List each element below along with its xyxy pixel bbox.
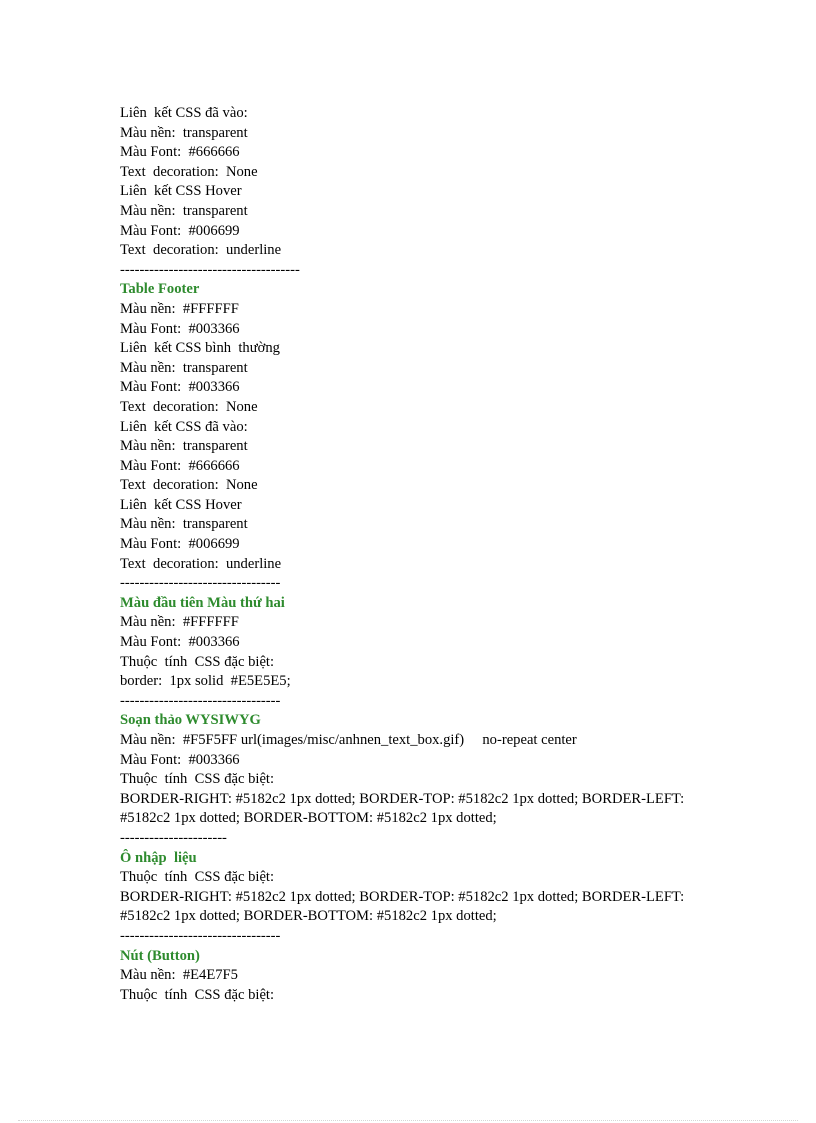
text-line: Màu Font: #006699: [120, 536, 240, 553]
separator-line: -------------------------------------: [120, 261, 300, 278]
text-line: Thuộc tính CSS đặc biệt:: [120, 771, 275, 788]
section-heading: Nút (Button): [120, 947, 200, 964]
text-line: Màu nền: transparent: [120, 516, 248, 533]
text-line: Màu nền: #FFFFFF: [120, 300, 239, 317]
section-heading: Ô nhập liệu: [120, 849, 197, 866]
text-line: Text decoration: underline: [120, 242, 282, 259]
css-border-rule: BORDER-RIGHT: #5182c2 1px dotted; BORDER-TOP: #5182c2 1px dotted; BORDER-LEFT: #5182c2 1px dotted; BORDER-BOTTOM: #5182c2 1px dotted;: [120, 790, 685, 827]
separator-line: ---------------------------------: [120, 575, 281, 592]
text-line: Text decoration: None: [120, 477, 258, 494]
section-wysiwyg-editor: [120, 711, 710, 848]
text-line: Màu nền: #FFFFFF: [120, 614, 239, 631]
text-line: Màu Font: #003366: [120, 751, 240, 768]
text-line: Màu Font: #666666: [120, 144, 240, 161]
section-heading: Soạn thảo WYSIWYG: [120, 712, 261, 729]
css-border-rule: BORDER-RIGHT: #5182c2 1px dotted; BORDER-TOP: #5182c2 1px dotted; BORDER-LEFT: #5182c2 1px dotted; BORDER-BOTTOM: #5182c2 1px dotted;: [120, 888, 685, 925]
section-table-footer: [120, 280, 710, 594]
section-visited-link: [120, 104, 710, 280]
text-line: Màu nền: transparent: [120, 359, 248, 376]
text-line: Liên kết CSS bình thường: [120, 340, 280, 357]
text-line: Màu nền: transparent: [120, 202, 248, 219]
text-line: Màu Font: #003366: [120, 634, 240, 651]
text-line: Màu Font: #003366: [120, 379, 240, 396]
separator-line: ----------------------: [120, 829, 227, 846]
text-line: Thuộc tính CSS đặc biệt:: [120, 869, 275, 886]
section-button: [120, 947, 710, 1006]
text-line: Thuộc tính CSS đặc biệt:: [120, 653, 275, 670]
document-body: [120, 104, 710, 1005]
text-line: Liên kết CSS Hover: [120, 496, 242, 513]
text-line: Màu Font: #666666: [120, 457, 240, 474]
page-bottom-divider: [18, 1120, 798, 1121]
separator-line: ---------------------------------: [120, 927, 281, 944]
text-line: Text decoration: None: [120, 163, 258, 180]
text-line: Text decoration: underline: [120, 555, 282, 572]
text-line: Liên kết CSS đã vào:: [120, 418, 248, 435]
text-line: Màu nền: #F5F5FF url(images/misc/anhnen_text_box.gif) no-repeat center: [120, 732, 577, 748]
text-line: border: 1px solid #E5E5E5;: [120, 673, 291, 690]
section-heading: Table Footer: [120, 281, 200, 298]
separator-line: ---------------------------------: [120, 692, 281, 709]
text-line: Màu nền: transparent: [120, 124, 248, 141]
text-line: Màu nền: #E4E7F5: [120, 967, 238, 984]
text-line: Thuộc tính CSS đặc biệt:: [120, 986, 275, 1003]
text-line: Liên kết CSS đã vào:: [120, 105, 248, 121]
text-line: Liên kết CSS Hover: [120, 183, 242, 200]
section-heading: Màu đầu tiên Màu thứ hai: [120, 594, 285, 611]
section-alternating-colors: [120, 594, 710, 712]
text-line: Màu Font: #006699: [120, 222, 240, 239]
text-line: Text decoration: None: [120, 398, 258, 415]
text-line: Màu nền: transparent: [120, 438, 248, 455]
text-line: Màu Font: #003366: [120, 320, 240, 337]
section-input-field: [120, 849, 710, 947]
